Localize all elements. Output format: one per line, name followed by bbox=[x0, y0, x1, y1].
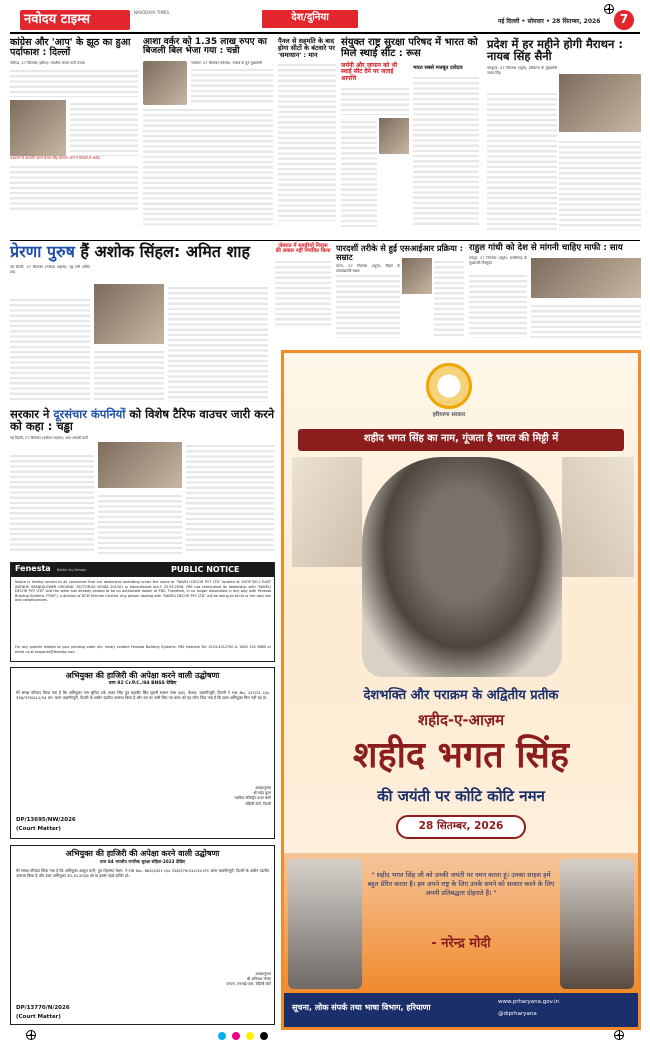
body-congress-3 bbox=[10, 163, 138, 213]
body-asha bbox=[191, 66, 273, 104]
court-notice-2-ref: DP/13770/N/2026 bbox=[16, 1005, 70, 1011]
row-rule-1 bbox=[10, 240, 640, 241]
story-unsc bbox=[341, 38, 481, 238]
headline-rahul: राहुल गांधी को देश से मांगनी चाहिए माफी : साय bbox=[469, 243, 623, 253]
ad-tagline: देशभक्ति और पराक्रम के अद्वितीय प्रतीक bbox=[363, 688, 559, 703]
background-sketch-right bbox=[562, 457, 634, 577]
portrait-bhagat-singh bbox=[362, 457, 562, 677]
brand-badge bbox=[20, 10, 130, 30]
body-asha-2 bbox=[143, 106, 273, 226]
public-notice bbox=[10, 562, 275, 662]
yellow-swatch bbox=[246, 1032, 254, 1040]
body-telecom-2 bbox=[98, 492, 182, 554]
ad-subtitle: की जयंती पर कोटि कोटि नमन bbox=[377, 787, 545, 805]
story-rahul bbox=[469, 244, 641, 344]
court-notice-1-ref: DP/13695/NW/2026 bbox=[16, 817, 76, 823]
ad-quote-panel bbox=[284, 853, 638, 993]
photo-marathon bbox=[559, 74, 641, 132]
body-haryana-2 bbox=[559, 138, 641, 230]
body-unsc bbox=[341, 85, 409, 115]
body-prerna-3 bbox=[94, 348, 164, 402]
body-unsc-2 bbox=[341, 118, 377, 228]
headline-prerna-accent: प्रेरणा पुरुष bbox=[10, 242, 75, 261]
court-notice-2-officer: आदेशानुसार श्री अविनाश गोयल एमएम, एनआई एक्ट, रोहिणी कोर्ट bbox=[226, 972, 271, 987]
ad-footer bbox=[284, 993, 638, 1027]
registration-mark-icon bbox=[604, 4, 614, 14]
masthead bbox=[0, 0, 650, 40]
story-telecom bbox=[10, 408, 275, 558]
ad-footer-dept: सूचना, लोक संपर्क तथा भाषा विभाग, हरियाणा bbox=[292, 1003, 431, 1012]
body-unsc-3 bbox=[413, 74, 479, 228]
color-swatches bbox=[218, 1032, 268, 1040]
story-jewel bbox=[275, 244, 331, 344]
photo-unsc bbox=[379, 118, 409, 154]
photo-rahul bbox=[531, 258, 641, 298]
story-panel bbox=[278, 38, 336, 238]
body-prerna bbox=[10, 296, 90, 402]
headline-panel: पैनल से सहमति के बाद होगा सीटों के बंटवारे पर 'समाधान' : मान bbox=[278, 37, 335, 59]
dateline: नई दिल्ली • सोमवार • 28 सितम्बर, 2026 bbox=[498, 18, 601, 25]
photo-saini bbox=[560, 859, 634, 989]
photo-prerna bbox=[94, 284, 164, 344]
masthead-rule bbox=[10, 32, 640, 34]
body-telecom-3 bbox=[186, 442, 274, 554]
court-notice-2-sub: धारा 84 भारतीय नागरिक सुरक्षा संहिता-2023 देखिए bbox=[99, 859, 186, 865]
ad-bhagat-singh bbox=[281, 350, 641, 1030]
public-notice-header bbox=[11, 563, 274, 577]
headline-telecom-1: सरकार ने bbox=[10, 407, 54, 421]
fenesta-tag: Better by Design bbox=[57, 568, 87, 572]
brand-name: नवोदय टाइम्स bbox=[24, 12, 91, 27]
ad-ribbon-text: शहीद भगत सिंह का नाम, गूंजता है भारत की मिट्टी में bbox=[363, 433, 559, 444]
subhead-unsc: जर्मनी और जापान को भी स्थाई सीट देने पर जताई आपत्ति bbox=[341, 62, 398, 82]
ad-footer-social: @diprharyana bbox=[498, 1011, 537, 1017]
ad-date-text: 28 सितम्बर, 2026 bbox=[418, 820, 504, 832]
body-rahul bbox=[469, 272, 527, 338]
background-sketch-left bbox=[292, 457, 362, 567]
public-notice-title: PUBLIC NOTICE bbox=[171, 565, 240, 574]
haryana-emblem-icon bbox=[426, 363, 472, 409]
section-label: देश/दुनिया bbox=[262, 10, 358, 28]
lead-sir: पटना, 27 सितम्बर (ब्यूरो): बिहार के bbox=[336, 264, 400, 269]
ad-footer-web: www.prharyana.gov.in bbox=[498, 999, 560, 1005]
lead-haryana: पंचकूला, 27 सितम्बर (ब्यूरो): हरियाणा के मुख्यमंत्री नायब सिंह bbox=[487, 66, 557, 76]
body-congress bbox=[10, 67, 138, 97]
court-notice-1-court: (Court Matter) bbox=[16, 826, 61, 832]
headline-haryana: प्रदेश में हर महीने होगी मैराथन : नायब सिंह सैनी bbox=[487, 37, 623, 64]
ad-title-big: शहीद भगत सिंह bbox=[353, 735, 569, 776]
ad-quote: " शहीद भगत सिंह जी को उनकी जयंती पर नमन करता हूं। उनका साहस हमें बहुत प्रेरित करता है। हम अपने राष्ट्र के लिए उनके सपने को साकार करने के लिए अपनी प्रतिबद्धता दोहराते हैं। " bbox=[367, 871, 555, 897]
sidehead-unsc: भारत सबसे मजबूत दावेदार bbox=[413, 65, 463, 71]
headline-congress: कांग्रेस और 'आप' के झूठ का हुआ पर्दाफाश : दिल्लों bbox=[10, 37, 131, 58]
story-haryana bbox=[487, 38, 642, 238]
court-notice-2-title: अभियुक्त की हाजिरी की अपेक्षा करने वाली उद्घोषणा bbox=[65, 849, 220, 858]
court-notice-2-body: मेरे समक्ष परिवाद किया गया है कि अभियुक्त अब्दुल फनी, पुत्र मोहम्मद रोशन, ने FIR No.: 682/2021 U/s 328/379/411/34 IPC थाना जहांगीरपुरी, दिल्ली के अधीन दंडनीय अपराध किया है और उक्त अभियुक्त 30.10.2026 को या इससे पहले हाजिर हो। bbox=[16, 867, 269, 878]
ad-title-small: शहीद-ए-आज़म bbox=[417, 711, 505, 729]
lead-prerna: नई दिल्ली, 27 सितम्बर (नवोदय टाइम्स): गृह मंत्री अमित शाह bbox=[10, 264, 90, 274]
story-sir bbox=[336, 244, 464, 344]
lead-congress: चंडीगढ़, 27 सितम्बर (हरीश): भारतीय जनता पार्टी पंजाब bbox=[10, 60, 85, 65]
story-prerna bbox=[10, 244, 270, 404]
body-sir bbox=[336, 272, 400, 338]
headline-telecom-2: को विशेष टैरिफ वाउचर जारी करने को कहा : चड्ढा bbox=[10, 407, 275, 434]
cyan-swatch bbox=[218, 1032, 226, 1040]
black-swatch bbox=[260, 1032, 268, 1040]
body-congress-2 bbox=[70, 100, 138, 156]
court-notice-1-officer: आदेशानुसार श्री सईद बुचर न्यायिक मजिस्ट्रेट प्रथम श्रेणी रोहिणी कोर्ट, दिल्ली bbox=[234, 786, 271, 806]
ad-quote-by: - नरेन्द्र मोदी bbox=[431, 936, 491, 951]
body-panel bbox=[278, 61, 336, 221]
headline-telecom-accent: दूरसंचार कंपनियों bbox=[53, 407, 126, 421]
court-notice-1 bbox=[10, 667, 275, 839]
ad-ribbon bbox=[298, 429, 624, 451]
public-notice-contact: For any queries related to your pending order etc, kindly contact Fenesta Building Systems. FBS Helpline Tel: 0124-4512700 & 1800 102 9880 or email us at response@fenesta.com bbox=[15, 645, 271, 654]
brand-mini: NAVODAYA TIMES bbox=[134, 10, 170, 15]
lead-asha: जालंधर, 27 सितम्बर (विशेष): पंजाब के पूर्व मुख्यमंत्री bbox=[191, 60, 262, 65]
registration-mark-icon bbox=[26, 1030, 36, 1040]
body-sir-2 bbox=[434, 258, 464, 338]
lead-rahul: रायपुर, 27 सितम्बर (ब्यूरो): छत्तीसगढ़ के मुख्यमंत्री विष्णुदेव bbox=[469, 256, 527, 266]
headline-prerna: हैं अशोक सिंहल: अमित शाह bbox=[74, 242, 251, 261]
story-congress bbox=[10, 38, 138, 238]
body-telecom bbox=[10, 452, 94, 554]
story-asha bbox=[143, 38, 273, 238]
court-notice-1-sub: धारा 82 Cr.P.C./84 BNSS देखिए bbox=[108, 681, 177, 687]
headline-sir: पारदर्शी तरीके से हुई एसआईआर प्रक्रिया : सम्राट bbox=[336, 243, 463, 262]
body-jewel bbox=[275, 258, 331, 328]
magenta-swatch bbox=[232, 1032, 240, 1040]
court-notice-1-body: मेरे समक्ष परिवाद किया गया है कि अभियुक्त नाम सुमित उर्फ अजय सिंह पुत्र महावीर सिंह मूलनी मकान नंबर 461, कैथल, जहांगीरपुरी, दिल्ली ने FIR No. 137/21 U/s 356/379/411/34 IPC थाना जहांगीरपुरी, दिल्ली के अधीन दंडनीय अपराध किया है और उस पर जारी किए गए वारंट को यह लौटा दिया गया है कि उक्त अभियुक्त मिल नहीं रहा है। bbox=[16, 690, 269, 701]
photo-modi bbox=[288, 859, 362, 989]
body-haryana bbox=[487, 90, 557, 230]
headline-jewel: जेवरात में सवारियों निवास की सवाल नहीं नियंत्रित किया bbox=[275, 243, 331, 255]
ad-date-badge bbox=[396, 815, 526, 839]
body-prerna-2 bbox=[168, 284, 268, 402]
headline-unsc: संयुक्त राष्ट्र सुरक्षा परिषद में भारत को मिले स्थाई सीट : रूस bbox=[341, 37, 478, 59]
body-rahul-2 bbox=[531, 302, 641, 338]
page-number: 7 bbox=[614, 10, 634, 30]
photo-congress bbox=[10, 100, 66, 156]
fenesta-brand: Fenesta bbox=[15, 564, 51, 573]
registration-mark-icon bbox=[614, 1030, 624, 1040]
ad-govt-label: हरियाणा सरकार bbox=[432, 412, 466, 418]
photo-samrat bbox=[402, 258, 432, 294]
court-notice-2-court: (Court Matter) bbox=[16, 1014, 61, 1020]
lead-telecom: नई दिल्ली, 27 सितम्बर (नवोदय टाइम्स): आम आदमी पार्टी bbox=[10, 436, 88, 441]
public-notice-body: Notice is hereby served to all concerned that our dealership operating under the name of "NAVELI DECOR PVT LTD" located at SHOP NO.2 EAST AVENUE GRAND/LOWER GROUND, SECTOR-63 NOIDA 201301 is discontinued w.e.f. 25.09.2026. FBS has terminated its dealership with "NAVELI DECOR PVT LTD" and the other has already ceased to be an authorised dealer of FBS. Therefore, in no longer associated in any way with Fenesta Building Systems ("FBS"), a division of DCM Shriram Limited. Any person dealing with "NAVELI DECOR PVT LTD" will be doing so at his or her own risk and consequences. bbox=[15, 580, 271, 603]
court-notice-2 bbox=[10, 845, 275, 1025]
photo-channi bbox=[143, 61, 187, 105]
court-notice-1-title: अभियुक्त की हाजिरी की अपेक्षा करने वाली उद्घोषणा bbox=[65, 671, 220, 680]
headline-asha: आशा वर्कर को 1.35 लाख रुपए का बिजली बिल भेजा गया : चन्नी bbox=[143, 37, 268, 57]
photo-telecom bbox=[98, 442, 182, 488]
caption-congress: पत्रकारों से बातचीत करते केवल सिंह दिल्लों। जागे वे विजयों से आदि। bbox=[10, 156, 100, 161]
